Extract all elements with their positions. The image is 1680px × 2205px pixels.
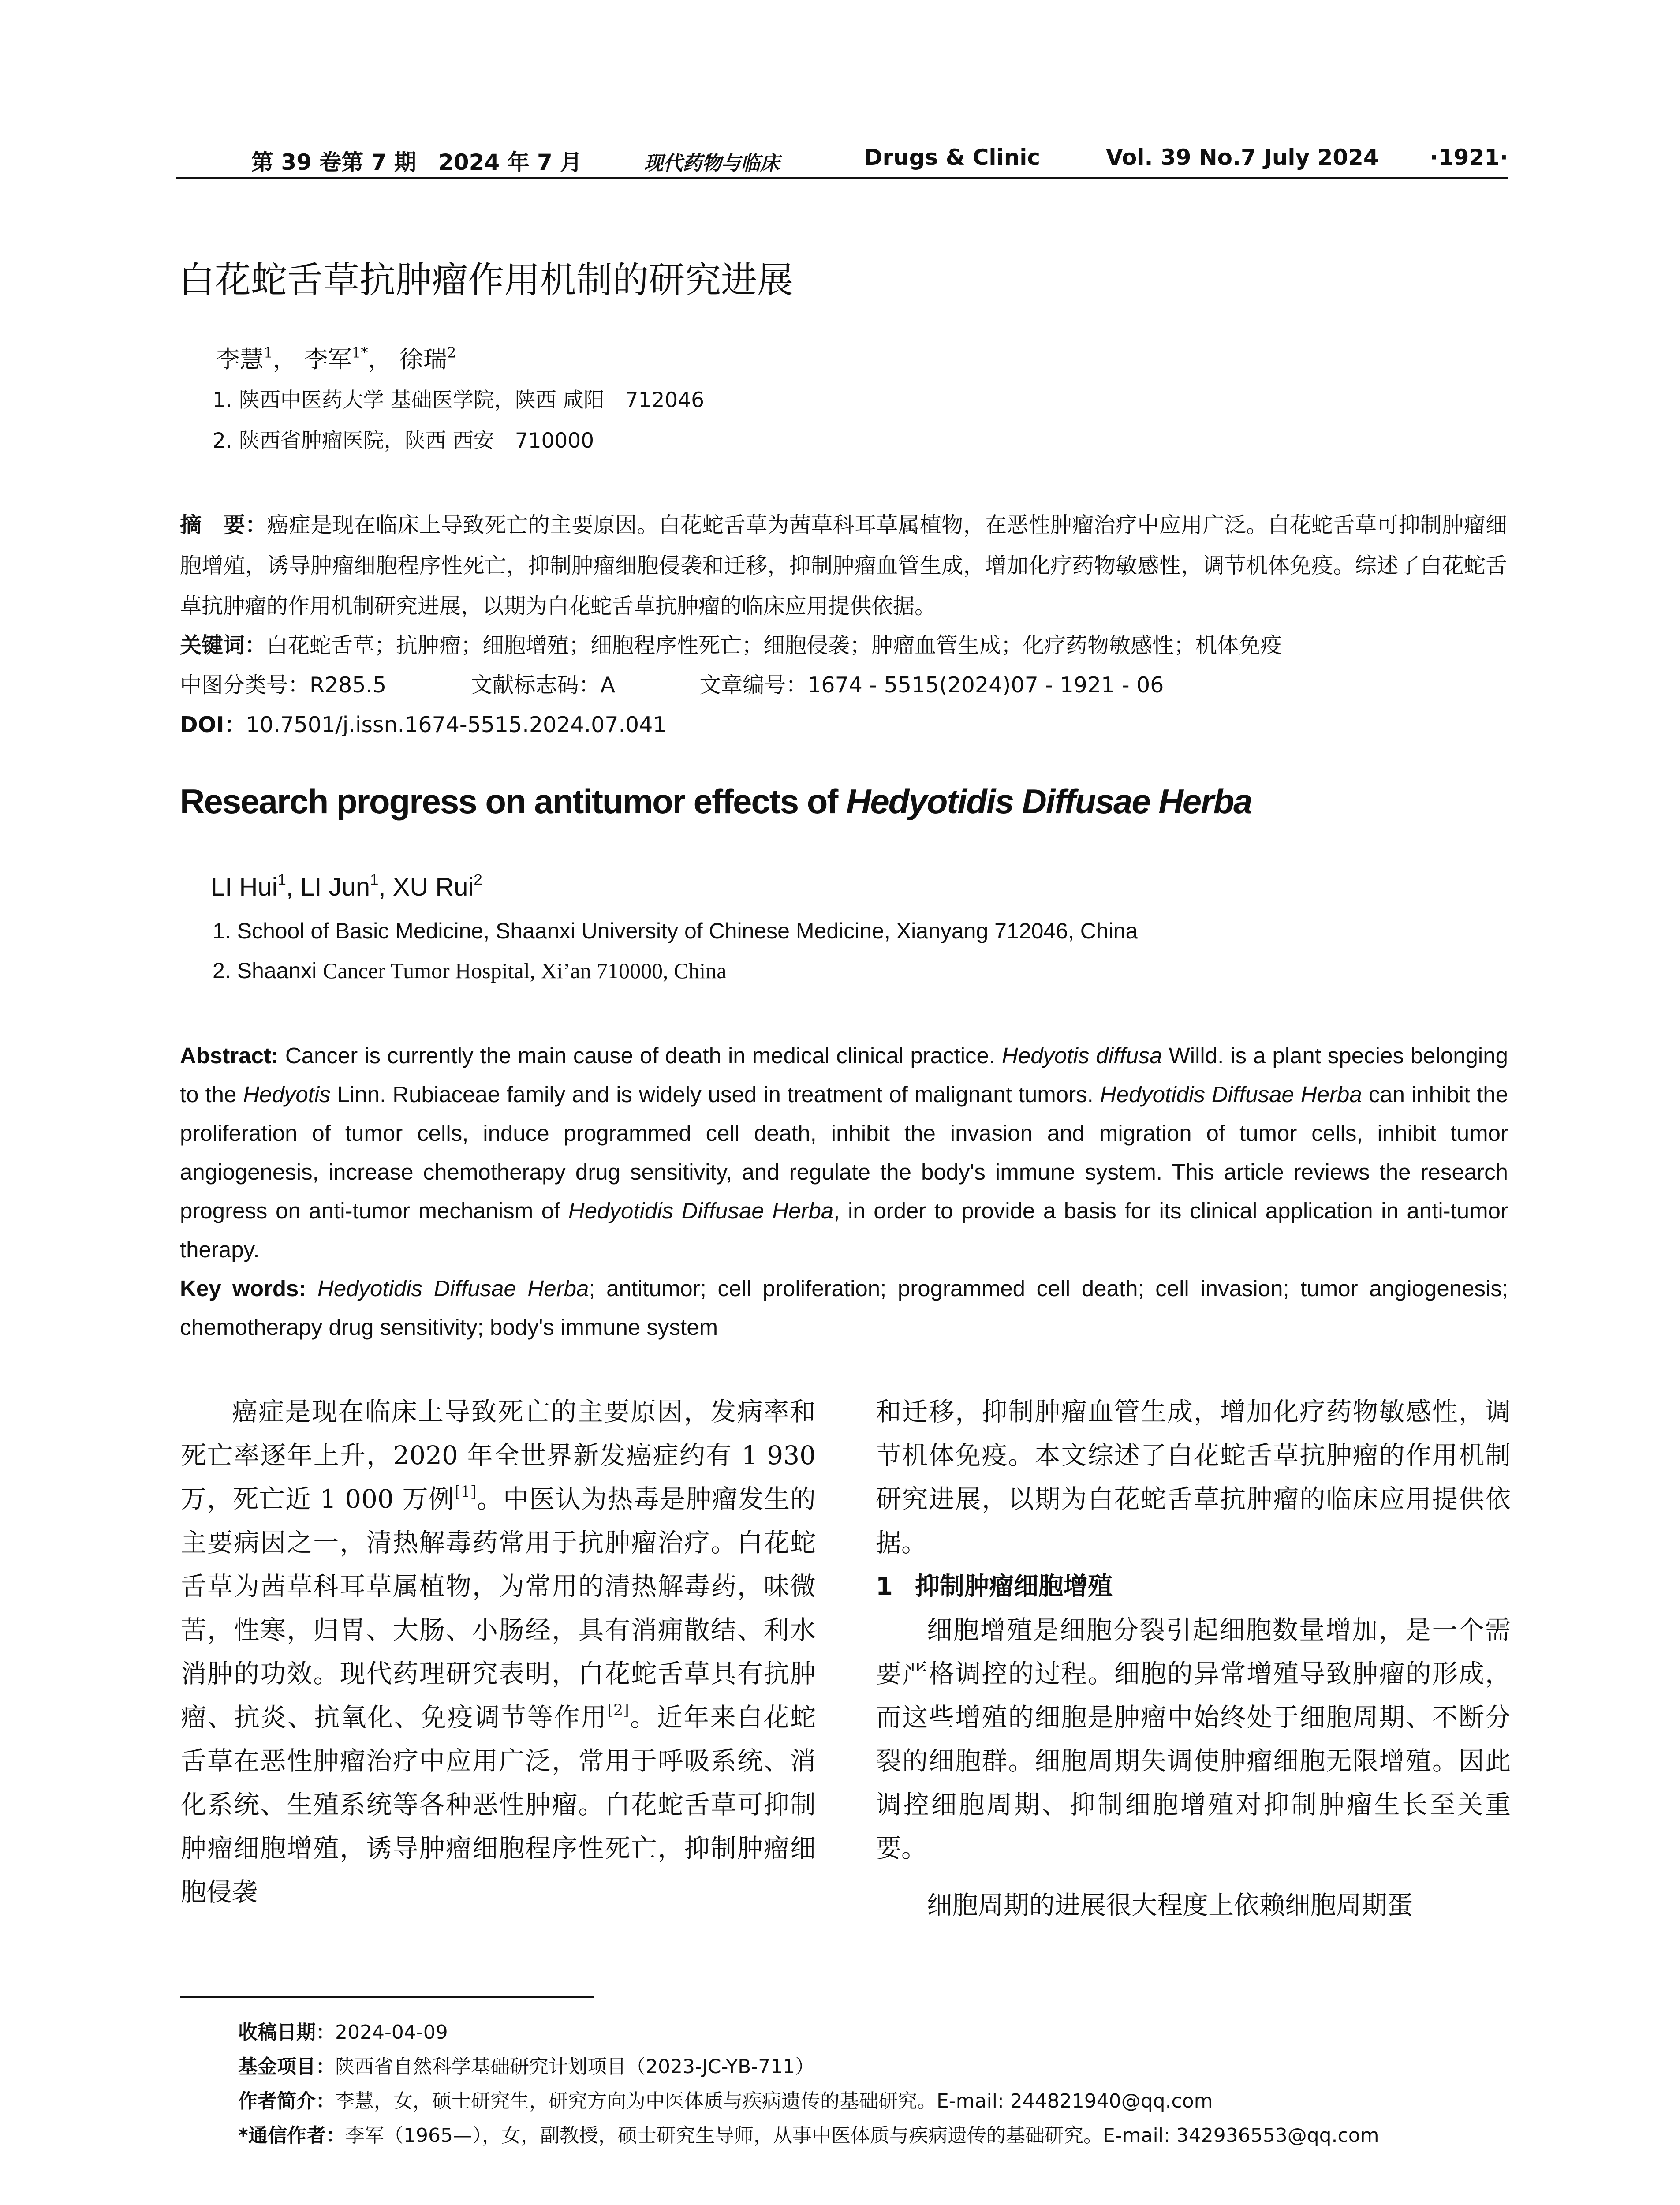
citation-ref: [1] (455, 1483, 477, 1501)
author-affil-mark: 1 (264, 344, 273, 361)
footnote-received (238, 2016, 448, 2044)
author-affil-mark-en: 1 (277, 871, 286, 889)
classification-line (180, 668, 1164, 699)
keywords-cn-text: 白花蛇舌草；抗肿瘤；细胞增殖；细胞程序性死亡；细胞侵袭；肿瘤血管生成；化疗药物敏感性；机体免疫 (266, 633, 1282, 658)
keywords-en-italic: Hedyotidis Diffusae Herba (317, 1276, 589, 1301)
abstract-en-text: can inhibit the proliferation of tumor cells, induce programmed cell death, inhibit the invasion and migration of tumor cells, inhibit tumor angiogenesis, increase chemotherapy drug sensitivity, and regulate the body's immune system. This article reviews the research progress on anti-tumor mechanism of (180, 1082, 1508, 1223)
keywords-en-text: ; antitumor; cell proliferation; programmed cell death; cell invasion; tumor angiogenesis; chemotherapy drug sensitivity; body's immune system (180, 1276, 1508, 1340)
footnote-label: *通信作者： (238, 2124, 346, 2147)
title-en-italic: Hedyotidis Diffusae Herba (846, 782, 1252, 821)
header-volume-cn: 第 39 卷第 7 期 2024 年 7 月 (251, 149, 582, 175)
citation-ref: [2] (607, 1701, 629, 1719)
header-volume-en: Vol. 39 No.7 July 2024 (1106, 145, 1379, 170)
footnote-label: 收稿日期： (238, 2021, 335, 2044)
abstract-en-italic: Hedyotidis Diffusae Herba (1100, 1082, 1362, 1107)
title-en-prefix: Research progress on antitumor effects of (180, 782, 847, 821)
title-cn: 白花蛇舌草抗肿瘤作用机制的研究进展 (179, 259, 794, 301)
footnote-corresponding (238, 2119, 1379, 2148)
abstract-en-italic: Hedyotidis Diffusae Herba (568, 1198, 834, 1223)
footnote-author-bio (238, 2085, 1213, 2113)
author-affil-mark-en: 2 (474, 871, 482, 889)
abstract-en-text: Linn. Rubiaceae family and is widely used in treatment of malignant tumors. (330, 1082, 1100, 1107)
authors-en: LI Hui$^1$, LI Jun$^1$, XU Rui$^2$ (211, 871, 482, 901)
body-paragraph: 和迁移，抑制肿瘤血管生成，增加化疗药物敏感性，调节机体免疫。本文综述了白花蛇舌草抗肿瘤的作用机制研究进展，以期为白花蛇舌草抗肿瘤的临床应用提供依据。 (876, 1397, 1511, 1558)
keywords-en-label: Key words: (180, 1276, 306, 1301)
author-name-en: XU Rui (392, 873, 474, 901)
header-page-number: ·1921· (1430, 145, 1508, 170)
body-column-right (876, 1390, 1511, 1927)
running-header (176, 140, 1508, 179)
article-number-label: 文章编号： (699, 673, 808, 698)
abstract-cn (180, 505, 1507, 627)
affiliation-en-1: 1. School of Basic Medicine, Shaanxi University of Chinese Medicine, Xianyang 712046, China (213, 919, 1138, 943)
affiliation-cn-1: 1. 陕西中医药大学 基础医学院，陕西 咸阳 712046 (213, 388, 705, 412)
affiliation-en-2 (213, 958, 726, 983)
abstract-en-italic: Hedyotis (243, 1082, 331, 1107)
abstract-en (180, 1036, 1508, 1347)
author-name: 李慧 (216, 345, 264, 373)
body-column-left (181, 1390, 816, 1914)
section-heading (876, 1565, 1511, 1608)
footnote-funding (238, 2051, 814, 2079)
abstract-cn-text: 癌症是现在临床上导致死亡的主要原因。白花蛇舌草为茜草科耳草属植物，在恶性肿瘤治疗中应用广泛。白花蛇舌草可抑制肿瘤细胞增殖，诱导肿瘤细胞程序性死亡，抑制肿瘤细胞侵袭和迁移，抑制肿瘤血管生成，增加化疗药物敏感性，调节机体免疫。综述了白花蛇舌草抗肿瘤的作用机制研究进展，以期为白花蛇舌草抗肿瘤的临床应用提供依据。 (180, 512, 1507, 619)
abstract-en-italic: Hedyotis diffusa (1002, 1043, 1162, 1068)
header-journal-en: Drugs & Clinic (864, 145, 1041, 170)
affiliation-en-2-prefix: 2. Shaanxi (213, 958, 323, 983)
authors-cn: 李慧$^1$， 李军$^{1*}$， 徐瑞$^2$ (216, 344, 456, 373)
clc-value: R285.5 (310, 673, 387, 698)
body-paragraph (181, 1390, 816, 1914)
keywords-cn (180, 628, 1282, 659)
author-name-en: LI Hui (211, 873, 278, 901)
footnote-text: 李慧，女，硕士研究生，研究方向为中医体质与疾病遗传的基础研究。E-mail: 244821940@qq.com (335, 2090, 1213, 2112)
abstract-en-text: , in order to provide a basis for its clinical application in anti-tumor therapy. (180, 1198, 1508, 1262)
article-number-value: 1674 - 5515(2024)07 - 1921 - 06 (807, 673, 1164, 698)
header-journal-cn: 现代药物与临床 (644, 152, 780, 175)
abstract-en-text: Willd. is a plant species belonging to the (180, 1043, 1508, 1107)
author-name-en: LI Jun (300, 873, 370, 901)
author-name: 徐瑞 (399, 345, 447, 373)
footnote-rule (180, 1996, 594, 1998)
affiliation-cn-2: 2. 陕西省肿瘤医院，陕西 西安 710000 (213, 429, 594, 453)
footnote-label: 作者简介： (238, 2090, 335, 2112)
doi-value: 10.7501/j.issn.1674-5515.2024.07.041 (246, 712, 667, 737)
footnote-text: 陕西省自然科学基础研究计划项目（2023-JC-YB-711） (335, 2056, 815, 2078)
author-affil-mark: 1* (351, 344, 368, 361)
footnote-label: 基金项目： (238, 2056, 335, 2078)
keywords-cn-label: 关键词： (180, 633, 267, 658)
doi-label: DOI： (180, 712, 246, 737)
affiliation-en-2-rest: Cancer Tumor Hospital, Xi’an 710000, China (323, 958, 727, 983)
footnote-text: 李军（1965—），女，副教授，硕士研究生导师，从事中医体质与疾病遗传的基础研究。E-mail: 342936553@qq.com (345, 2124, 1379, 2147)
body-text: 。中医认为热毒是肿瘤发生的主要病因之一，清热解毒药常用于抗肿瘤治疗。白花蛇舌草为茜草科耳草属植物，为常用的清热解毒药，味微苦，性寒，归胃、大肠、小肠经，具有消痈散结、利水消肿的功效。现代药理研究表明，白花蛇舌草具有抗肿瘤、抗炎、抗氧化、免疫调节等作用 (181, 1484, 816, 1732)
footnote-text: 2024-04-09 (335, 2021, 448, 2044)
author-name: 李军 (304, 345, 352, 373)
body-paragraph: 细胞周期的进展很大程度上依赖细胞周期蛋 (927, 1890, 1413, 1920)
abstract-en-label: Abstract: (180, 1043, 279, 1068)
doc-code-value: A (600, 673, 616, 698)
abstract-cn-label: 摘 要： (180, 512, 267, 538)
author-affil-mark-en: 1 (370, 871, 379, 889)
abstract-en-text: Cancer is currently the main cause of death in medical clinical practice. (278, 1043, 1002, 1068)
doc-code-label: 文献标志码： (470, 673, 601, 698)
body-text: 。近年来白花蛇舌草在恶性肿瘤治疗中应用广泛，常用于呼吸系统、消化系统、生殖系统等各种恶性肿瘤。白花蛇舌草可抑制肿瘤细胞增殖，诱导肿瘤细胞程序性死亡，抑制肿瘤细胞侵袭 (181, 1702, 816, 1907)
author-affil-mark: 2 (447, 344, 456, 361)
title-en (180, 781, 1252, 822)
clc-label: 中图分类号： (180, 673, 310, 698)
doi-line (180, 708, 667, 739)
body-text: 癌症是现在临床上导致死亡的主要原因，发病率和死亡率逐年上升，2020 年全世界新发癌症约有 1 930 万，死亡近 1 000 万例 (181, 1397, 816, 1514)
body-paragraph: 细胞增殖是细胞分裂引起细胞数量增加，是一个需要严格调控的过程。细胞的异常增殖导致肿瘤的形成，而这些增殖的细胞是肿瘤中始终处于细胞周期、不断分裂的细胞群。细胞周期失调使肿瘤细胞无限增殖。因此调控细胞周期、抑制细胞增殖对抑制肿瘤生长至关重要。 (876, 1615, 1511, 1863)
section-number: 1 (876, 1572, 893, 1601)
section-title: 抑制肿瘤细胞增殖 (915, 1572, 1113, 1601)
